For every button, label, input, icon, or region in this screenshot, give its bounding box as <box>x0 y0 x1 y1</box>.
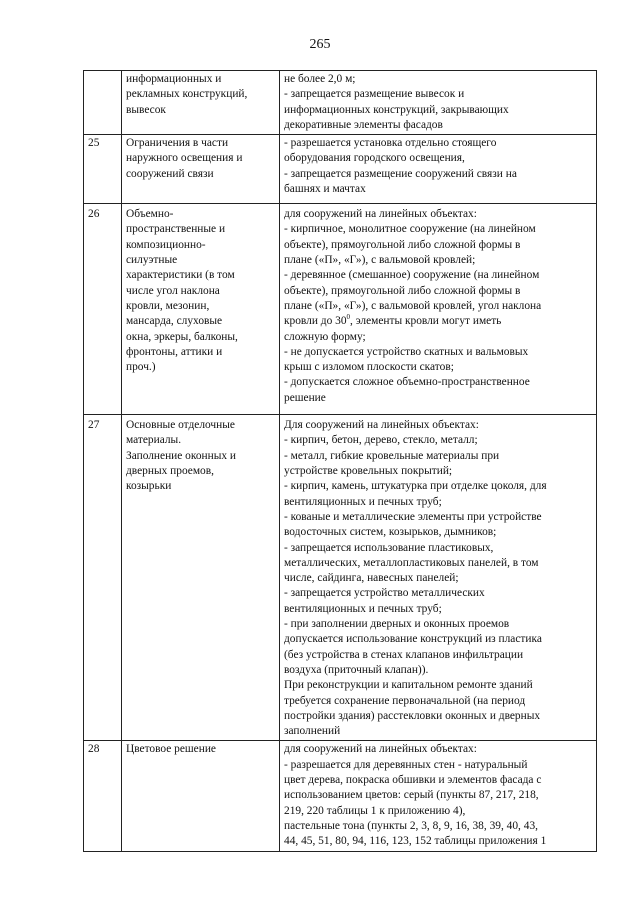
text-line: использованием цветов: серый (пункты 87, 217, 218, <box>284 789 539 802</box>
text-line: - запрещается использование пластиковых, <box>284 541 494 554</box>
text-line: - разрешается установка отдельно стоящего <box>284 137 497 150</box>
table-row <box>84 204 597 415</box>
text-line: кровли, мезонин, <box>126 299 210 312</box>
text-line: - кирпич, бетон, дерево, стекло, металл; <box>284 434 478 447</box>
row-parameter <box>122 415 280 741</box>
text-line: - запрещается устройство металлических <box>284 587 485 600</box>
text-line: Цветовое решение <box>126 743 216 756</box>
text-line: - кирпич, камень, штукатурка при отделке цоколя, для <box>284 480 547 493</box>
text-line: для сооружений на линейных объектах: <box>284 208 477 221</box>
text-line: вывесок <box>126 103 166 116</box>
text-line: плане («П», «Г»), с вальмовой кровлей; <box>284 254 476 267</box>
row-requirements <box>280 741 597 851</box>
row-number <box>84 71 122 135</box>
text-fragment: кровли до 30 <box>284 315 347 328</box>
text-line: фронтоны, аттики и <box>126 345 223 358</box>
text-line: характеристики (в том <box>126 269 235 282</box>
text-line: сооружений связи <box>126 167 214 180</box>
text-line: цвет дерева, покраска обшивки и элементов фасада с <box>284 774 542 787</box>
text-line: - запрещается размещение сооружений связи на <box>284 167 517 180</box>
text-line: устройстве кровельных покрытий; <box>284 465 453 478</box>
table-row <box>84 415 597 741</box>
text-line: воздуха (приточный клапан)). <box>284 663 429 676</box>
text-line: Объемно- <box>126 208 174 221</box>
text-line: При реконструкции и капитальном ремонте зданий <box>284 679 533 692</box>
text-line: рекламных конструкций, <box>126 88 248 101</box>
text-line: - кирпичное, монолитное сооружение (на линейном <box>284 223 536 236</box>
text-line: - запрещается размещение вывесок и <box>284 88 465 101</box>
text-line: башнях и мачтах <box>284 183 366 196</box>
row-number: 27 <box>84 415 122 741</box>
text-line: - металл, гибкие кровельные материалы при <box>284 449 500 462</box>
row-parameter <box>122 135 280 204</box>
row-number: 25 <box>84 135 122 204</box>
table-row <box>84 71 597 135</box>
text-line: (без устройства в стенах клапанов инфильтрации <box>284 648 524 661</box>
text-line: композиционно- <box>126 238 206 251</box>
table-row <box>84 741 597 851</box>
text-line: - разрешается для деревянных стен - натуральный <box>284 758 528 771</box>
text-line: крыш с изломом плоскости скатов; <box>284 361 454 374</box>
text-line: материалы. <box>126 434 182 447</box>
regulation-table <box>83 70 597 852</box>
text-line: Для сооружений на линейных объектах: <box>284 419 479 432</box>
text-line <box>284 314 592 329</box>
text-line: металлических, металлопластиковых панелей, в том <box>284 556 539 569</box>
row-requirements <box>280 71 597 135</box>
text-line: Ограничения в части <box>126 137 229 150</box>
text-line: не более 2,0 м; <box>284 73 356 85</box>
row-requirements <box>280 415 597 741</box>
text-line: - деревянное (смешанное) сооружение (на линейном <box>284 269 540 282</box>
text-line: окна, эркеры, балконы, <box>126 330 238 343</box>
row-requirements <box>280 204 597 415</box>
text-line: плане («П», «Г»), с вальмовой кровлей, угол наклона <box>284 299 542 312</box>
text-line: объекте), прямоугольной либо сложной формы в <box>284 284 521 297</box>
text-line: Основные отделочные <box>126 419 235 432</box>
text-line: Заполнение оконных и <box>126 449 237 462</box>
row-parameter <box>122 204 280 415</box>
row-number: 28 <box>84 741 122 851</box>
text-line: заполнений <box>284 725 341 738</box>
text-line: - при заполнении дверных и оконных проемов <box>284 618 510 631</box>
text-line: вентиляционных и печных труб; <box>284 602 442 615</box>
text-line: оборудования городского освещения, <box>284 152 465 165</box>
text-line: числе, сайдинга, навесных панелей; <box>284 572 459 585</box>
table-row <box>84 135 597 204</box>
text-line: числе угол наклона <box>126 284 220 297</box>
text-line: пространственные и <box>126 223 226 236</box>
text-line: - кованые и металлические элементы при устройстве <box>284 510 542 523</box>
text-line: пастельные тона (пункты 2, 3, 8, 9, 16, 38, 39, 40, 43, <box>284 819 538 832</box>
text-line: проч.) <box>126 361 156 374</box>
text-line: силуэтные <box>126 254 178 267</box>
row-number: 26 <box>84 204 122 415</box>
text-line: козырьки <box>126 480 172 493</box>
text-line: 219, 220 таблицы 1 к приложению 4), <box>284 804 466 817</box>
text-line: информационных конструкций, закрывающих <box>284 103 509 116</box>
text-line: информационных и <box>126 73 222 85</box>
text-line: для сооружений на линейных объектах: <box>284 743 477 756</box>
text-line: мансарда, слуховые <box>126 315 223 328</box>
text-line: постройки здания) расстекловки оконных и дверных <box>284 709 541 722</box>
text-line: - допускается сложное объемно-пространственное <box>284 376 530 389</box>
degree-superscript: 0 <box>346 313 351 322</box>
text-line: наружного освещения и <box>126 152 243 165</box>
text-line: решение <box>284 391 326 404</box>
text-line: сложную форму; <box>284 330 366 343</box>
text-line: 44, 45, 51, 80, 94, 116, 123, 152 таблицы приложения 1 <box>284 835 547 848</box>
text-line: требуется сохранение первоначальной (на период <box>284 694 526 707</box>
text-line: водосточных систем, козырьков, дымников; <box>284 526 497 539</box>
row-parameter <box>122 71 280 135</box>
page-number: 265 <box>309 37 331 52</box>
text-line: декоративные элементы фасадов <box>284 118 443 131</box>
row-parameter <box>122 741 280 851</box>
text-fragment: , элементы кровли могут иметь <box>350 315 502 328</box>
text-line: допускается использование конструкций из пластика <box>284 633 542 646</box>
text-line: дверных проемов, <box>126 465 214 478</box>
row-requirements <box>280 135 597 204</box>
text-line: вентиляционных и печных труб; <box>284 495 442 508</box>
text-line: - не допускается устройство скатных и вальмовых <box>284 345 529 358</box>
text-line: объекте), прямоугольной либо сложной формы в <box>284 238 521 251</box>
